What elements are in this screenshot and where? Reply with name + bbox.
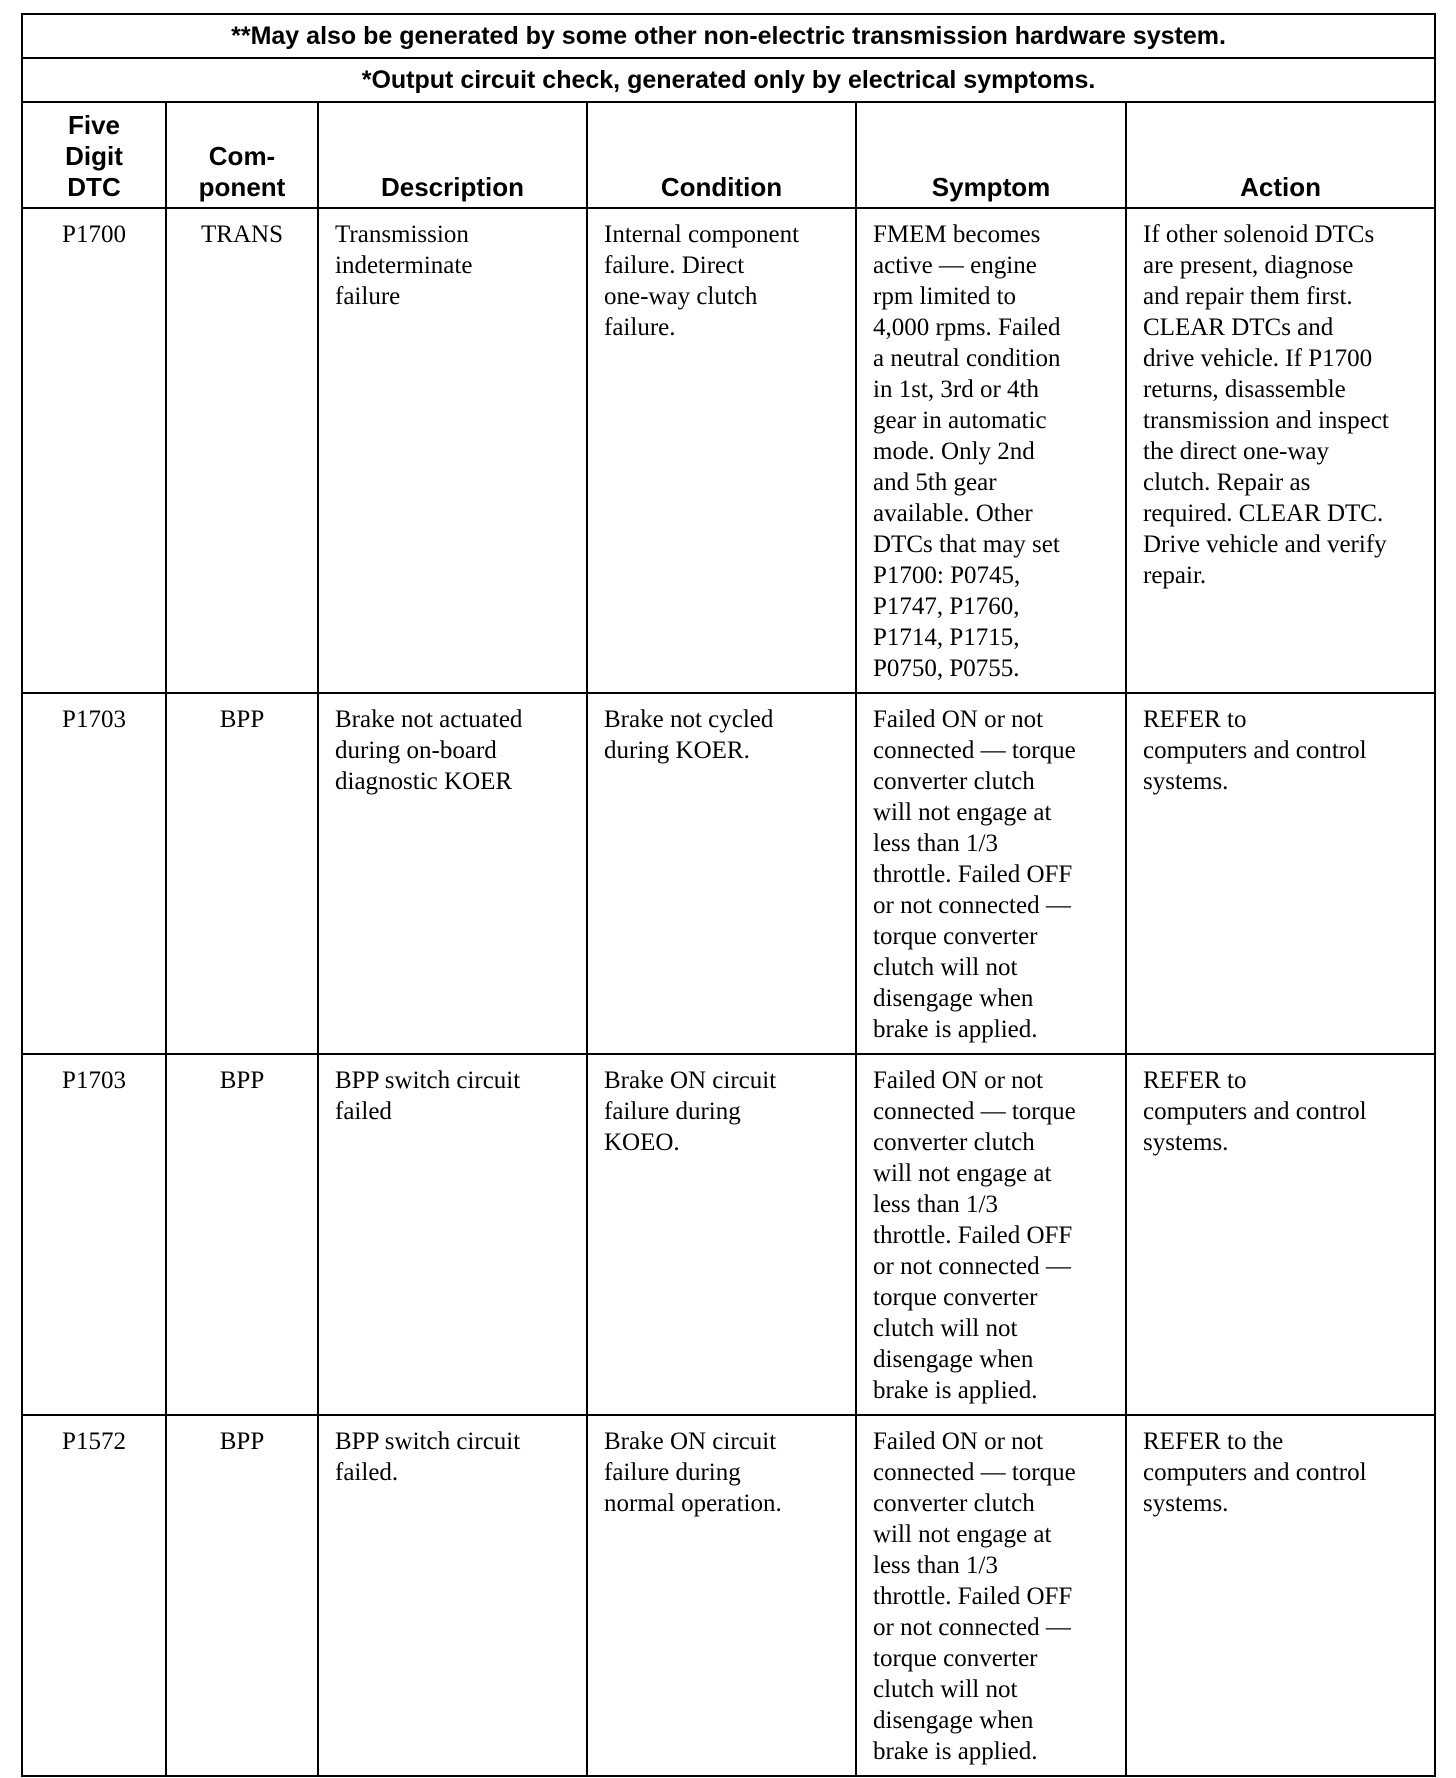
action-line: If other solenoid DTCs [1143, 221, 1375, 248]
condition-line: Brake not cycled [604, 706, 774, 733]
header-dtc-line: DTC [67, 172, 121, 202]
description-line: failed [335, 1098, 392, 1125]
symptom-cell [856, 693, 1126, 1054]
description-line: BPP switch circuit [335, 1428, 521, 1455]
condition-line: Brake ON circuit [604, 1067, 777, 1094]
dtc-table [21, 13, 1436, 1777]
action-line: drive vehicle. If P1700 [1143, 345, 1373, 372]
symptom-line: connected — torque [873, 1098, 1076, 1125]
symptom-line: or not connected — [873, 1614, 1071, 1641]
condition-line: Brake ON circuit [604, 1428, 777, 1455]
component-cell: BPP [166, 1415, 318, 1776]
symptom-cell [856, 208, 1126, 693]
symptom-line: less than 1/3 [873, 1552, 998, 1579]
description-line: Transmission [335, 221, 469, 248]
action-line: the direct one-way [1143, 438, 1330, 465]
dtc-cell: P1703 [22, 693, 166, 1054]
symptom-line: gear in automatic [873, 407, 1047, 434]
symptom-line: converter clutch [873, 1490, 1035, 1517]
symptom-line: disengage when [873, 1707, 1034, 1734]
action-cell [1126, 693, 1435, 1054]
action-line: computers and control [1143, 737, 1367, 764]
description-line: failed. [335, 1459, 399, 1486]
header-dtc-line: Digit [65, 141, 123, 171]
condition-line: failure. [604, 314, 676, 341]
symptom-line: Failed ON or not [873, 1067, 1044, 1094]
dtc-cell: P1700 [22, 208, 166, 693]
symptom-line: active — engine [873, 252, 1037, 279]
symptom-line: torque converter [873, 923, 1038, 950]
symptom-line: will not engage at [873, 799, 1052, 826]
action-line: systems. [1143, 1490, 1229, 1517]
condition-line: normal operation. [604, 1490, 782, 1517]
action-line: are present, diagnose [1143, 252, 1354, 279]
symptom-line: Failed ON or not [873, 706, 1044, 733]
symptom-line: 4,000 rpms. Failed [873, 314, 1061, 341]
symptom-line: FMEM becomes [873, 221, 1041, 248]
symptom-line: throttle. Failed OFF [873, 861, 1073, 888]
description-line: BPP switch circuit [335, 1067, 521, 1094]
action-line: required. CLEAR DTC. [1143, 500, 1384, 527]
condition-line: Internal component [604, 221, 800, 248]
table-body [22, 208, 1435, 1776]
symptom-line: clutch will not [873, 1315, 1018, 1342]
action-line: repair. [1143, 562, 1207, 589]
symptom-line: P1747, P1760, [873, 593, 1020, 620]
symptom-line: or not connected — [873, 892, 1071, 919]
symptom-line: in 1st, 3rd or 4th [873, 376, 1039, 403]
symptom-line: less than 1/3 [873, 830, 998, 857]
dtc-cell: P1703 [22, 1054, 166, 1415]
header-action: Action [1126, 102, 1435, 208]
action-cell [1126, 1054, 1435, 1415]
header-dtc [22, 102, 166, 208]
note-row-top [22, 14, 1435, 58]
action-line: and repair them first. [1143, 283, 1353, 310]
header-description: Description [318, 102, 587, 208]
symptom-line: P1700: P0745, [873, 562, 1021, 589]
component-cell: TRANS [166, 208, 318, 693]
header-condition: Condition [587, 102, 856, 208]
description-cell [318, 1054, 587, 1415]
symptom-line: brake is applied. [873, 1738, 1038, 1765]
symptom-line: torque converter [873, 1645, 1038, 1672]
action-line: computers and control [1143, 1098, 1367, 1125]
action-line: REFER to [1143, 706, 1247, 733]
condition-line: KOEO. [604, 1129, 680, 1156]
condition-cell [587, 693, 856, 1054]
symptom-line: a neutral condition [873, 345, 1061, 372]
condition-line: during KOER. [604, 737, 750, 764]
header-component-line: Com- [208, 141, 276, 171]
table-row [22, 1054, 1435, 1415]
condition-line: failure during [604, 1098, 741, 1125]
symptom-line: disengage when [873, 1346, 1034, 1373]
symptom-line: torque converter [873, 1284, 1038, 1311]
description-line: Brake not actuated [335, 706, 523, 733]
action-cell [1126, 208, 1435, 693]
condition-cell [587, 208, 856, 693]
table-row [22, 208, 1435, 693]
column-header-row [22, 102, 1435, 208]
table-row [22, 693, 1435, 1054]
action-line: REFER to [1143, 1067, 1247, 1094]
description-line: failure [335, 283, 401, 310]
symptom-line: disengage when [873, 985, 1034, 1012]
symptom-line: brake is applied. [873, 1377, 1038, 1404]
action-line: CLEAR DTCs and [1143, 314, 1334, 341]
description-cell [318, 1415, 587, 1776]
symptom-line: converter clutch [873, 1129, 1035, 1156]
symptom-line: throttle. Failed OFF [873, 1222, 1073, 1249]
condition-line: one-way clutch [604, 283, 758, 310]
symptom-line: P0750, P0755. [873, 655, 1020, 682]
symptom-line: connected — torque [873, 1459, 1076, 1486]
condition-line: failure during [604, 1459, 741, 1486]
symptom-line: or not connected — [873, 1253, 1071, 1280]
description-cell [318, 693, 587, 1054]
condition-cell [587, 1054, 856, 1415]
component-cell: BPP [166, 693, 318, 1054]
description-line: diagnostic KOER [335, 768, 513, 795]
symptom-line: Failed ON or not [873, 1428, 1044, 1455]
description-line: indeterminate [335, 252, 473, 279]
symptom-line: converter clutch [873, 768, 1035, 795]
symptom-line: will not engage at [873, 1160, 1052, 1187]
description-cell [318, 208, 587, 693]
symptom-line: available. Other [873, 500, 1033, 527]
symptom-line: DTCs that may set [873, 531, 1060, 558]
action-line: systems. [1143, 768, 1229, 795]
symptom-line: less than 1/3 [873, 1191, 998, 1218]
header-component-line: ponent [198, 172, 286, 202]
symptom-line: connected — torque [873, 737, 1076, 764]
symptom-line: rpm limited to [873, 283, 1017, 310]
header-component [166, 102, 318, 208]
symptom-line: clutch will not [873, 954, 1018, 981]
symptom-line: P1714, P1715, [873, 624, 1020, 651]
action-line: Drive vehicle and verify [1143, 531, 1387, 558]
action-line: transmission and inspect [1143, 407, 1389, 434]
header-symptom: Symptom [856, 102, 1126, 208]
note-top: **May also be generated by some other non-electric transmission hardware system. [22, 14, 1435, 58]
table-row [22, 1415, 1435, 1776]
symptom-cell [856, 1054, 1126, 1415]
note-row-second [22, 58, 1435, 102]
condition-cell [587, 1415, 856, 1776]
action-cell [1126, 1415, 1435, 1776]
symptom-line: and 5th gear [873, 469, 997, 496]
symptom-line: brake is applied. [873, 1016, 1038, 1043]
component-cell: BPP [166, 1054, 318, 1415]
note-second: *Output circuit check, generated only by electrical symptoms. [22, 58, 1435, 102]
symptom-line: will not engage at [873, 1521, 1052, 1548]
action-line: clutch. Repair as [1143, 469, 1311, 496]
action-line: computers and control [1143, 1459, 1367, 1486]
action-line: systems. [1143, 1129, 1229, 1156]
dtc-cell: P1572 [22, 1415, 166, 1776]
symptom-line: throttle. Failed OFF [873, 1583, 1073, 1610]
symptom-cell [856, 1415, 1126, 1776]
symptom-line: clutch will not [873, 1676, 1018, 1703]
condition-line: failure. Direct [604, 252, 745, 279]
description-line: during on-board [335, 737, 497, 764]
symptom-line: mode. Only 2nd [873, 438, 1035, 465]
header-dtc-line: Five [67, 110, 121, 140]
action-line: returns, disassemble [1143, 376, 1346, 403]
action-line: REFER to the [1143, 1428, 1284, 1455]
